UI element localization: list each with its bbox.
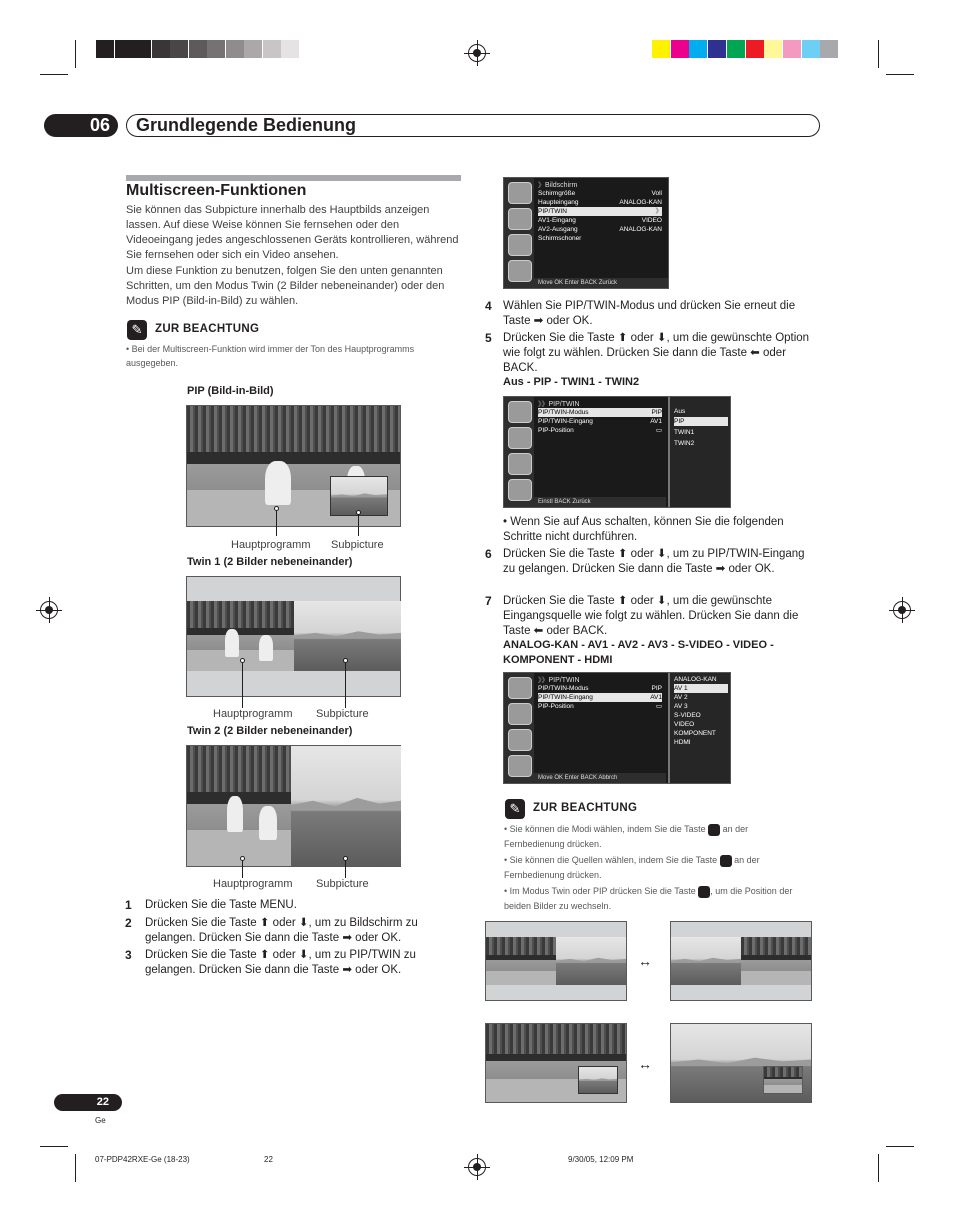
crop-mark — [886, 74, 914, 75]
gray-swatch — [152, 40, 170, 58]
osd-menu-bildschirm: 》Bildschirm Schirmgröße Voll Haupteingang ANALOG-KAN PIP/TWIN 》 AV1-Eingang VIDEO AV2-Ausgang ANALOG-KAN Schirmschoner Move OK Enter BACK Zurück — [503, 177, 669, 289]
step-text: Drücken Sie die Taste ⬆ oder ⬇, um die gewünschte Eingangsquelle wie folgt zu wählen. Drücken Sie dann die Taste ⬅ oder BACK. — [503, 595, 799, 637]
gray-swatch — [207, 40, 225, 58]
page-number: 22 — [54, 1094, 122, 1111]
osd-menu-pip-twin-input: 》》PIP/TWIN PIP/TWIN-Modus PIP PIP/TWIN-Eingang AV1 PIP-Position ▭ ANALOG-KAN AV 1 AV 2 AV 3 S-VIDEO VIDEO KOMPONENT HDMI Move OK Enter BACK Abbrch — [503, 672, 731, 784]
color-swatch — [708, 40, 726, 58]
color-swatch — [652, 40, 670, 58]
gray-swatch — [263, 40, 281, 58]
crop-mark — [75, 1154, 76, 1182]
color-swatch — [689, 40, 707, 58]
menu-header: 》》PIP/TWIN — [538, 677, 580, 684]
menu-row-selected[interactable]: PIP/TWIN-Eingang AV1 — [538, 694, 662, 701]
note-item: • Sie können die Modi wählen, indem Sie die Taste an der Fernbedienung drücken. — [504, 824, 749, 849]
gray-swatch — [226, 40, 244, 58]
gray-swatch — [244, 40, 262, 58]
gray-swatch — [189, 40, 207, 58]
gray-swatch — [133, 40, 151, 58]
registration-mark-icon — [468, 44, 486, 62]
step-number: 4 — [485, 299, 492, 313]
page-language: Ge — [95, 1116, 106, 1125]
gray-swatch — [170, 40, 188, 58]
menu-footer: Move OK Enter BACK Abbrch — [534, 773, 666, 783]
color-swatch — [764, 40, 782, 58]
crop-mark — [40, 74, 68, 75]
registration-mark-icon — [468, 1158, 486, 1176]
footer-page: 22 — [264, 1155, 273, 1164]
remote-button-icon — [708, 824, 720, 836]
note-title: ZUR BEACHTUNG — [155, 323, 260, 335]
step-number: 3 — [125, 948, 132, 962]
chapter-title: Grundlegende Bedienung — [136, 115, 357, 135]
figure-caption: Twin 1 (2 Bilder nebeneinander) — [187, 556, 353, 568]
registration-mark-icon — [40, 601, 58, 619]
subpicture-label: Subpicture — [331, 539, 384, 551]
step-text: Wählen Sie PIP/TWIN-Modus und drücken Sie erneut die Taste ➡ oder OK. — [503, 300, 796, 327]
registration-mark-icon — [893, 601, 911, 619]
main-program-label: Hauptprogramm — [213, 708, 293, 720]
crop-mark — [75, 40, 76, 68]
step-number: 5 — [485, 331, 492, 345]
color-swatch — [727, 40, 745, 58]
twin2-image — [186, 745, 401, 867]
step-number: 1 — [125, 898, 132, 912]
footer-date: 9/30/05, 12:09 PM — [568, 1155, 634, 1164]
pip-swap-after — [670, 1023, 812, 1103]
menu-row-selected[interactable]: PIP/TWIN-Modus PIP — [538, 409, 662, 416]
osd-menu-pip-twin-mode: 》》PIP/TWIN PIP/TWIN-Modus PIP PIP/TWIN-Eingang AV1 PIP-Position ▭ Aus PIP TWIN1 TWIN2 Einstl BACK Zurück — [503, 396, 731, 508]
note-item: • Im Modus Twin oder PIP drücken Sie die Taste , um die Position der beiden Bilder zu wechseln. — [504, 886, 793, 911]
footer-filename: 07-PDP42RXE-Ge (18-23) — [95, 1155, 190, 1164]
main-program-label: Hauptprogramm — [213, 878, 293, 890]
remote-button-icon — [698, 886, 710, 898]
step-text: Drücken Sie die Taste ⬆ oder ⬇, um zu PIP/TWIN-Eingang zu gelangen. Drücken Sie dann die Taste ➡ oder OK. — [503, 548, 805, 575]
note-item: • Sie können die Quellen wählen, indem Sie die Taste an der Fernbedienung drücken. — [504, 855, 760, 880]
twin-swap-before — [485, 921, 627, 1001]
color-swatch — [820, 40, 838, 58]
pencil-icon: ✎ — [127, 320, 147, 340]
intro-paragraph: Um diese Funktion zu benutzen, folgen Sie den unten genannten Schritten, um den Modus Twin (2 Bilder nebeneinander) oder den Modus PIP (Bild-in-Bild) zu wählen. — [126, 265, 445, 307]
twin1-image — [186, 576, 401, 697]
swap-arrow-icon: ↔ — [638, 1056, 652, 1072]
pencil-icon: ✎ — [505, 799, 525, 819]
subpicture-label: Subpicture — [316, 708, 369, 720]
color-swatch — [671, 40, 689, 58]
section-rule — [126, 175, 461, 181]
crop-mark — [886, 1146, 914, 1147]
bullet-note: • Wenn Sie auf Aus schalten, können Sie die folgenden Schritte nicht durchführen. — [503, 516, 784, 543]
menu-footer: Move OK Enter BACK Zurück — [534, 278, 668, 288]
pip-swap-before — [485, 1023, 627, 1103]
gray-swatch — [96, 40, 114, 58]
menu-row-selected[interactable]: PIP/TWIN 》 — [538, 208, 662, 215]
intro-paragraph: Sie können das Subpicture innerhalb des Hauptbilds anzeigen lassen. Auf diese Weise können Sie fernsehen oder den Videoeingang jedes angeschlossenen Geräts kontrollieren, während Sie fernsehen oder sich ein Video ansehen. — [126, 204, 459, 261]
submenu-option-selected[interactable]: PIP — [674, 417, 728, 426]
crop-mark — [878, 40, 879, 68]
pip-image — [186, 405, 401, 527]
menu-footer: Einstl BACK Zurück — [534, 497, 666, 507]
step-number: 6 — [485, 547, 492, 561]
note-item: • Bei der Multiscreen-Funktion wird immer der Ton des Hauptprogramms ausgegeben. — [126, 344, 415, 368]
color-swatch — [746, 40, 764, 58]
figure-caption: PIP (Bild-in-Bild) — [187, 385, 274, 397]
main-program-label: Hauptprogramm — [231, 539, 311, 551]
step-number: 7 — [485, 594, 492, 608]
color-swatch — [783, 40, 801, 58]
gray-swatch — [281, 40, 299, 58]
subpicture-label: Subpicture — [316, 878, 369, 890]
gray-swatch — [115, 40, 133, 58]
crop-mark — [40, 1146, 68, 1147]
section-title: Multiscreen-Funktionen — [126, 182, 307, 199]
step-text: Drücken Sie die Taste ⬆ oder ⬇, um zu PIP/TWIN zu gelangen. Drücken Sie dann die Taste ➡ oder OK. — [145, 949, 416, 976]
note-title: ZUR BEACHTUNG — [533, 802, 638, 814]
swap-arrow-icon: ↔ — [638, 953, 652, 969]
menu-header: 》》PIP/TWIN — [538, 401, 580, 408]
color-swatch — [802, 40, 820, 58]
twin-swap-after — [670, 921, 812, 1001]
figure-caption: Twin 2 (2 Bilder nebeneinander) — [187, 725, 353, 737]
option-sequence: ANALOG-KAN - AV1 - AV2 - AV3 - S-VIDEO - VIDEO - KOMPONENT - HDMI — [503, 639, 774, 666]
step-text: Drücken Sie die Taste ⬆ oder ⬇, um zu Bildschirm zu gelangen. Drücken Sie dann die Taste ➡ oder OK. — [145, 917, 418, 944]
submenu-option-selected[interactable]: AV 1 — [674, 684, 728, 693]
step-number: 2 — [125, 916, 132, 930]
option-sequence: Aus - PIP - TWIN1 - TWIN2 — [503, 376, 640, 388]
crop-mark — [878, 1154, 879, 1182]
step-text: Drücken Sie die Taste MENU. — [145, 899, 297, 911]
step-text: Drücken Sie die Taste ⬆ oder ⬇, um die gewünschte Option wie folgt zu wählen. Drücken Sie dann die Taste ⬅ oder BACK. — [503, 332, 810, 374]
chapter-number: 06 — [44, 114, 118, 137]
menu-header: 》Bildschirm — [538, 182, 578, 189]
remote-button-icon — [720, 855, 732, 867]
